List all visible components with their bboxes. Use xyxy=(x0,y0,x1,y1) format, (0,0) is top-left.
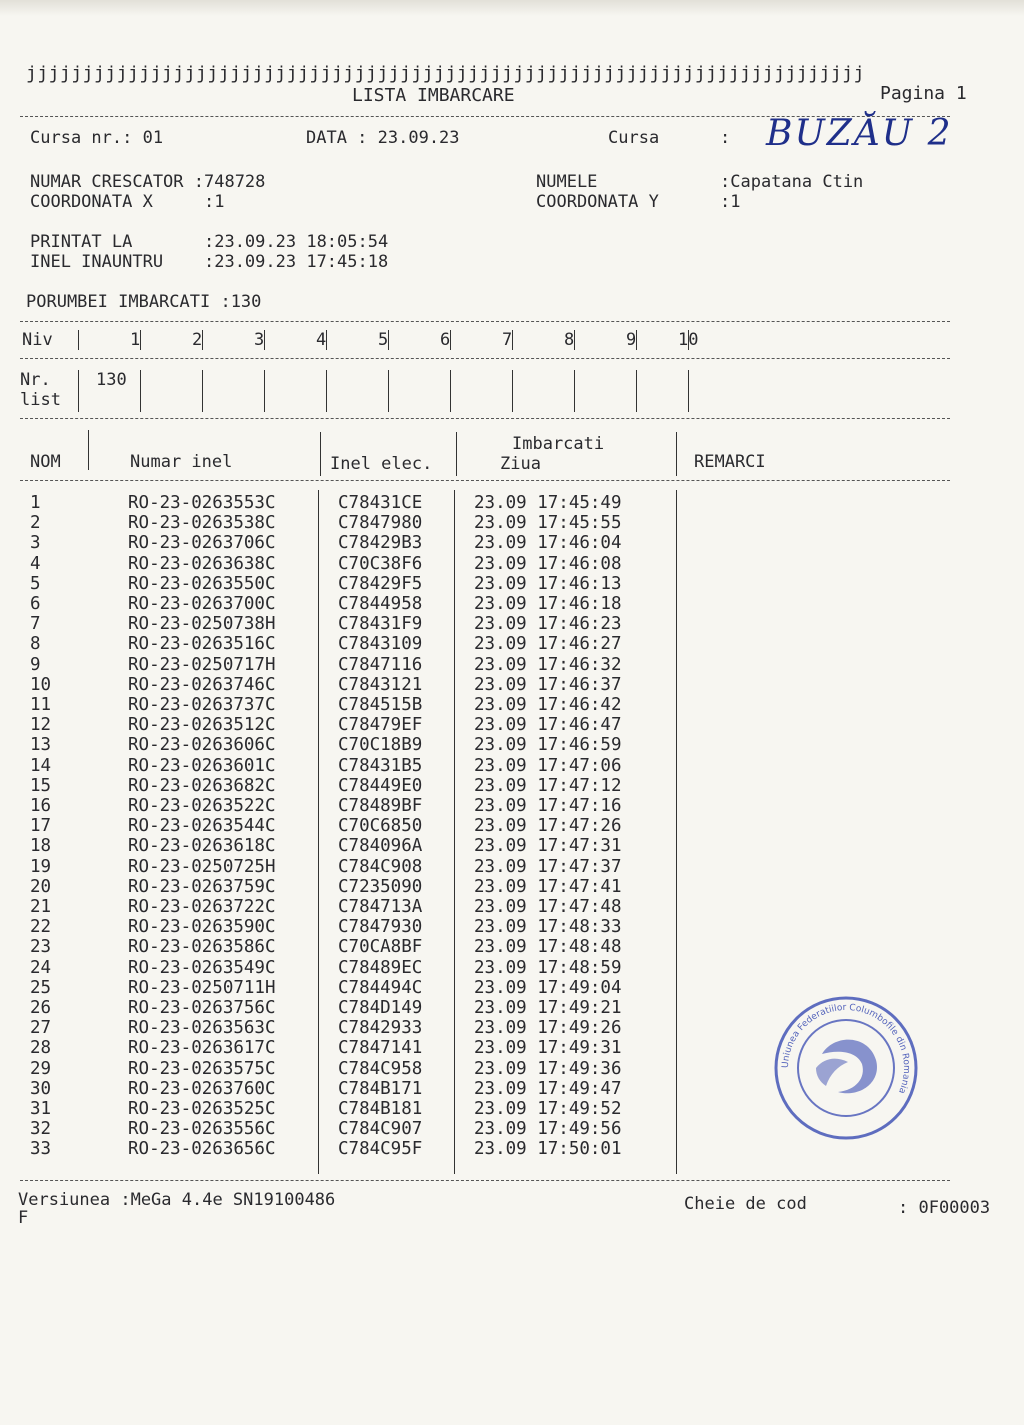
row-ziua: 23.09 17:47:31 xyxy=(474,836,622,856)
row-nom: 17 xyxy=(30,816,52,836)
row-ziua: 23.09 17:50:01 xyxy=(474,1139,622,1159)
row-ziua: 23.09 17:46:37 xyxy=(474,675,622,695)
row-nom: 20 xyxy=(30,877,52,897)
row-numar-inel: RO-23-0263538C xyxy=(128,513,276,533)
row-nom: 29 xyxy=(30,1059,52,1079)
row-numar-inel: RO-23-0263617C xyxy=(128,1038,276,1058)
divider xyxy=(20,1180,950,1181)
row-numar-inel: RO-23-0263512C xyxy=(128,715,276,735)
row-inel-elec: C7843121 xyxy=(338,675,423,695)
row-numar-inel: RO-23-0263756C xyxy=(128,998,276,1018)
row-inel-elec: C78489EC xyxy=(338,958,423,978)
row-ziua: 23.09 17:46:08 xyxy=(474,554,622,574)
row-ziua: 23.09 17:46:13 xyxy=(474,574,622,594)
row-ziua: 23.09 17:47:37 xyxy=(474,857,622,877)
row-nom: 31 xyxy=(30,1099,52,1119)
nr-list-separator xyxy=(78,370,79,412)
row-ziua: 23.09 17:45:55 xyxy=(474,513,622,533)
numele-value: :Capatana Ctin xyxy=(720,172,864,192)
stamp-text: Uniunea Federatiilor Columbofile din Romania xyxy=(780,1002,912,1095)
row-inel-elec: C78429F5 xyxy=(338,574,423,594)
row-numar-inel: RO-23-0263544C xyxy=(128,816,276,836)
row-inel-elec: C784515B xyxy=(338,695,423,715)
row-nom: 1 xyxy=(30,493,41,513)
row-ziua: 23.09 17:48:59 xyxy=(474,958,622,978)
column-separator xyxy=(456,432,457,476)
row-nom: 30 xyxy=(30,1079,52,1099)
niv-number: 3 xyxy=(254,330,265,350)
row-nom: 21 xyxy=(30,897,52,917)
niv-separator xyxy=(450,330,451,350)
row-inel-elec: C784B171 xyxy=(338,1079,423,1099)
row-numar-inel: RO-23-0263550C xyxy=(128,574,276,594)
row-numar-inel: RO-23-0263759C xyxy=(128,877,276,897)
niv-separator xyxy=(636,330,637,350)
nr-list-separator xyxy=(264,370,265,412)
row-inel-elec: C784C958 xyxy=(338,1059,423,1079)
row-numar-inel: RO-23-0263682C xyxy=(128,776,276,796)
row-nom: 23 xyxy=(30,937,52,957)
row-numar-inel: RO-23-0250738H xyxy=(128,614,276,634)
row-numar-inel: RO-23-0263638C xyxy=(128,554,276,574)
niv-number: 6 xyxy=(440,330,451,350)
coordonata-y-label: COORDONATA Y xyxy=(536,192,659,212)
column-separator xyxy=(320,432,321,476)
row-ziua: 23.09 17:47:26 xyxy=(474,816,622,836)
row-ziua: 23.09 17:47:12 xyxy=(474,776,622,796)
row-ziua: 23.09 17:49:56 xyxy=(474,1119,622,1139)
row-ziua: 23.09 17:49:26 xyxy=(474,1018,622,1038)
niv-separator xyxy=(140,330,141,350)
row-nom: 22 xyxy=(30,917,52,937)
row-ziua: 23.09 17:49:21 xyxy=(474,998,622,1018)
row-nom: 16 xyxy=(30,796,52,816)
row-numar-inel: RO-23-0250725H xyxy=(128,857,276,877)
nr-list-separator xyxy=(450,370,451,412)
row-numar-inel: RO-23-0263746C xyxy=(128,675,276,695)
row-numar-inel: RO-23-0263656C xyxy=(128,1139,276,1159)
niv-number: 4 xyxy=(316,330,327,350)
column-separator xyxy=(454,490,455,1174)
row-inel-elec: C7847980 xyxy=(338,513,423,533)
row-inel-elec: C78431F9 xyxy=(338,614,423,634)
row-ziua: 23.09 17:46:18 xyxy=(474,594,622,614)
row-numar-inel: RO-23-0263722C xyxy=(128,897,276,917)
row-inel-elec: C784096A xyxy=(338,836,423,856)
niv-separator xyxy=(326,330,327,350)
row-numar-inel: RO-23-0263556C xyxy=(128,1119,276,1139)
row-ziua: 23.09 17:49:31 xyxy=(474,1038,622,1058)
column-separator xyxy=(88,430,89,470)
row-nom: 32 xyxy=(30,1119,52,1139)
row-inel-elec: C78479EF xyxy=(338,715,423,735)
divider xyxy=(20,358,950,359)
row-ziua: 23.09 17:47:48 xyxy=(474,897,622,917)
nr-list-separator xyxy=(388,370,389,412)
nr-label: Nr. xyxy=(20,370,51,390)
row-ziua: 23.09 17:46:59 xyxy=(474,735,622,755)
row-nom: 2 xyxy=(30,513,41,533)
data-field: DATA : 23.09.23 xyxy=(306,128,460,148)
row-ziua: 23.09 17:46:27 xyxy=(474,634,622,654)
niv-separator xyxy=(512,330,513,350)
cheie-value: : 0F00003 xyxy=(898,1198,991,1218)
row-nom: 7 xyxy=(30,614,41,634)
coordonata-y-value: :1 xyxy=(720,192,741,212)
row-inel-elec: C7844958 xyxy=(338,594,423,614)
page-number: Pagina 1 xyxy=(880,83,967,104)
row-inel-elec: C784494C xyxy=(338,978,423,998)
col-numar-inel: Numar inel xyxy=(130,452,233,472)
row-inel-elec: C7842933 xyxy=(338,1018,423,1038)
column-separator xyxy=(318,490,319,1174)
row-inel-elec: C784C908 xyxy=(338,857,423,877)
cursa-colon: : xyxy=(720,128,731,148)
row-numar-inel: RO-23-0263516C xyxy=(128,634,276,654)
col-inel-elec: Inel elec. xyxy=(330,454,433,474)
niv-separator xyxy=(574,330,575,350)
nr-list-separator xyxy=(574,370,575,412)
porumbei-imbarcati: PORUMBEI IMBARCATI :130 xyxy=(26,292,262,312)
inel-inauntru: INEL INAUNTRU :23.09.23 17:45:18 xyxy=(30,252,389,272)
row-ziua: 23.09 17:47:16 xyxy=(474,796,622,816)
row-nom: 18 xyxy=(30,836,52,856)
divider xyxy=(20,418,950,419)
row-numar-inel: RO-23-0263737C xyxy=(128,695,276,715)
row-nom: 4 xyxy=(30,554,41,574)
row-nom: 5 xyxy=(30,574,41,594)
niv-number: 8 xyxy=(564,330,575,350)
federation-stamp xyxy=(772,994,920,1142)
row-inel-elec: C78449E0 xyxy=(338,776,423,796)
row-numar-inel: RO-23-0263522C xyxy=(128,796,276,816)
row-inel-elec: C784D149 xyxy=(338,998,423,1018)
row-ziua: 23.09 17:48:33 xyxy=(474,917,622,937)
row-ziua: 23.09 17:46:23 xyxy=(474,614,622,634)
row-inel-elec: C7843109 xyxy=(338,634,423,654)
row-numar-inel: RO-23-0250717H xyxy=(128,655,276,675)
row-numar-inel: RO-23-0263590C xyxy=(128,917,276,937)
row-numar-inel: RO-23-0263525C xyxy=(128,1099,276,1119)
row-numar-inel: RO-23-0263575C xyxy=(128,1059,276,1079)
row-numar-inel: RO-23-0250711H xyxy=(128,978,276,998)
numele-label: NUMELE xyxy=(536,172,598,192)
j-row: jjjjjjjjjjjjjjjjjjjjjjjjjjjjjjjjjjjjjjjjjjjjjjjjjjjjjjjjjjjjjjjjjjjjjjjjjj xyxy=(26,63,865,84)
row-inel-elec: C78429B3 xyxy=(338,533,423,553)
row-ziua: 23.09 17:48:48 xyxy=(474,937,622,957)
row-nom: 33 xyxy=(30,1139,52,1159)
row-ziua: 23.09 17:49:36 xyxy=(474,1059,622,1079)
row-inel-elec: C78431B5 xyxy=(338,756,423,776)
row-numar-inel: RO-23-0263618C xyxy=(128,836,276,856)
row-nom: 13 xyxy=(30,735,52,755)
row-ziua: 23.09 17:46:32 xyxy=(474,655,622,675)
row-inel-elec: C7847141 xyxy=(338,1038,423,1058)
row-numar-inel: RO-23-0263601C xyxy=(128,756,276,776)
scan-edge xyxy=(0,0,1024,16)
row-inel-elec: C7847930 xyxy=(338,917,423,937)
row-nom: 28 xyxy=(30,1038,52,1058)
niv-separator xyxy=(264,330,265,350)
row-inel-elec: C7235090 xyxy=(338,877,423,897)
row-numar-inel: RO-23-0263706C xyxy=(128,533,276,553)
row-inel-elec: C7847116 xyxy=(338,655,423,675)
row-ziua: 23.09 17:46:04 xyxy=(474,533,622,553)
list-label: list xyxy=(20,390,61,410)
row-ziua: 23.09 17:45:49 xyxy=(474,493,622,513)
row-ziua: 23.09 17:47:06 xyxy=(474,756,622,776)
row-numar-inel: RO-23-0263606C xyxy=(128,735,276,755)
niv-separator xyxy=(688,330,689,350)
versiunea: Versiunea :MeGa 4.4e SN19100486 xyxy=(18,1190,336,1210)
row-numar-inel: RO-23-0263553C xyxy=(128,493,276,513)
row-nom: 6 xyxy=(30,594,41,614)
row-numar-inel: RO-23-0263563C xyxy=(128,1018,276,1038)
row-nom: 12 xyxy=(30,715,52,735)
cursa-nr: Cursa nr.: 01 xyxy=(30,128,164,148)
row-ziua: 23.09 17:49:47 xyxy=(474,1079,622,1099)
row-inel-elec: C70CA8BF xyxy=(338,937,423,957)
nr-list-separator xyxy=(140,370,141,412)
divider xyxy=(20,321,950,322)
niv-number: 7 xyxy=(502,330,513,350)
row-ziua: 23.09 17:47:41 xyxy=(474,877,622,897)
row-numar-inel: RO-23-0263760C xyxy=(128,1079,276,1099)
footer-f: F xyxy=(18,1208,29,1228)
row-numar-inel: RO-23-0263549C xyxy=(128,958,276,978)
row-nom: 8 xyxy=(30,634,41,654)
row-inel-elec: C78489BF xyxy=(338,796,423,816)
column-separator xyxy=(676,490,677,1174)
numar-crescator: NUMAR CRESCATOR :748728 xyxy=(30,172,266,192)
niv-number: 5 xyxy=(378,330,389,350)
divider xyxy=(20,480,950,481)
nr-list-separator xyxy=(636,370,637,412)
row-nom: 10 xyxy=(30,675,52,695)
niv-number: 10 xyxy=(678,330,699,350)
niv-separator xyxy=(78,330,79,350)
nr-list-separator xyxy=(688,370,689,412)
row-numar-inel: RO-23-0263586C xyxy=(128,937,276,957)
nr-list-value: 130 xyxy=(96,370,127,390)
handwritten-cursa: BUZĂU 2 xyxy=(766,113,953,154)
col-ziua: Ziua xyxy=(500,454,541,474)
niv-separator xyxy=(388,330,389,350)
row-inel-elec: C70C18B9 xyxy=(338,735,423,755)
row-inel-elec: C70C38F6 xyxy=(338,554,423,574)
row-nom: 24 xyxy=(30,958,52,978)
row-nom: 3 xyxy=(30,533,41,553)
row-ziua: 23.09 17:46:47 xyxy=(474,715,622,735)
page-title: LISTA IMBARCARE xyxy=(352,85,515,106)
row-numar-inel: RO-23-0263700C xyxy=(128,594,276,614)
row-inel-elec: C784713A xyxy=(338,897,423,917)
row-ziua: 23.09 17:46:42 xyxy=(474,695,622,715)
column-separator xyxy=(676,432,677,476)
cheie-label: Cheie de cod xyxy=(684,1194,807,1214)
niv-number: 9 xyxy=(626,330,637,350)
col-nom: NOM xyxy=(30,452,61,472)
row-nom: 26 xyxy=(30,998,52,1018)
row-nom: 25 xyxy=(30,978,52,998)
niv-label: Niv xyxy=(22,330,53,350)
row-nom: 11 xyxy=(30,695,52,715)
row-nom: 19 xyxy=(30,857,52,877)
printat-la: PRINTAT LA :23.09.23 18:05:54 xyxy=(30,232,389,252)
row-nom: 14 xyxy=(30,756,52,776)
row-nom: 9 xyxy=(30,655,41,675)
row-inel-elec: C78431CE xyxy=(338,493,423,513)
row-nom: 15 xyxy=(30,776,52,796)
row-inel-elec: C784C907 xyxy=(338,1119,423,1139)
niv-separator xyxy=(202,330,203,350)
row-inel-elec: C784C95F xyxy=(338,1139,423,1159)
nr-list-separator xyxy=(202,370,203,412)
coordonata-x: COORDONATA X :1 xyxy=(30,192,225,212)
niv-number: 1 xyxy=(130,330,141,350)
nr-list-separator xyxy=(326,370,327,412)
row-ziua: 23.09 17:49:04 xyxy=(474,978,622,998)
row-ziua: 23.09 17:49:52 xyxy=(474,1099,622,1119)
cursa-label: Cursa xyxy=(608,128,660,148)
row-nom: 27 xyxy=(30,1018,52,1038)
niv-number: 2 xyxy=(192,330,203,350)
col-imbarcati: Imbarcati xyxy=(512,434,605,454)
row-inel-elec: C70C6850 xyxy=(338,816,423,836)
row-inel-elec: C784B181 xyxy=(338,1099,423,1119)
nr-list-separator xyxy=(512,370,513,412)
col-remarci: REMARCI xyxy=(694,452,766,472)
